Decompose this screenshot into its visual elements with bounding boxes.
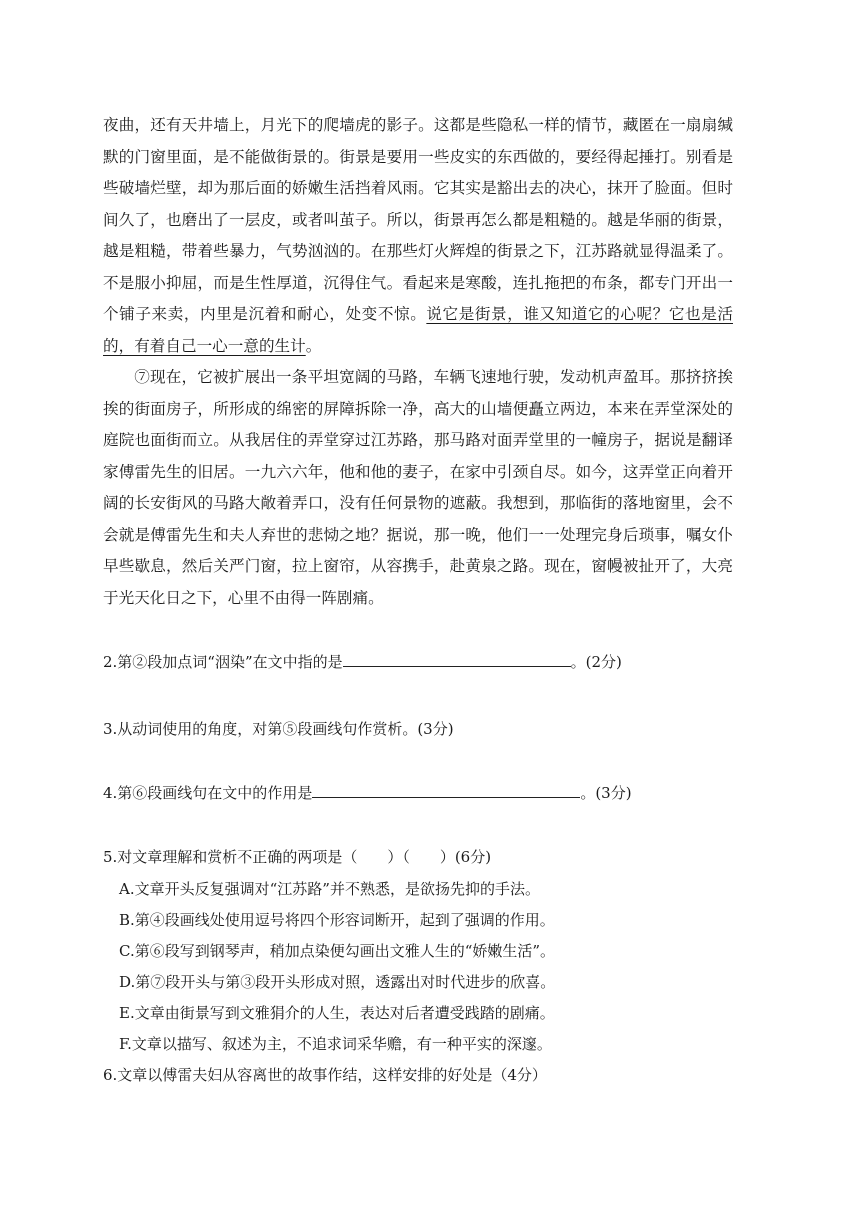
- paragraph-6-end: 。: [305, 336, 322, 355]
- underlined-sentence: 说它是街景，谁又知道它的心呢？它也是活的，有着自己一心一意的生计: [103, 305, 733, 355]
- answer-blank-q2[interactable]: [343, 652, 571, 667]
- question-5: 5.对文章理解和赏析不正确的两项是（ ）（ ）(6分): [103, 848, 492, 866]
- option-c: C.第⑥段写到钢琴声，稍加点染便勾画出文雅人生的“娇嫩生活”。: [119, 942, 556, 960]
- question-2-points: 。(2分): [570, 653, 622, 671]
- passage-paragraph-6: [103, 110, 733, 362]
- paragraph-6-text: 夜曲，还有天井墙上，月光下的爬墙虎的影子。这都是些隐私一样的情节，藏匿在一扇扇缄默的门窗里面，是不能做街景的。街景是要用一些皮实的东西做的，要经得起捶打。别看是些破墙烂壁，却为那后面的娇嫩生活挡着风雨。它其实是豁出去的决心，抹开了脸面。但时间久了，也磨出了一层皮，或者叫茧子。所以，街景再怎么都是粗糙的。越是华丽的街景，越是粗糙，带着些暴力，气势汹汹的。在那些灯火辉煌的街景之下，江苏路就显得温柔了。不是服小抑屈，而是生性厚道，沉得住气。看起来是寒酸，连扎拖把的布条，都专门开出一个铺子来卖，内里是沉着和耐心，处变不惊。: [103, 116, 733, 323]
- question-4-text: 4.第⑥段画线句在文中的作用是: [103, 784, 313, 802]
- question-3: 3.从动词使用的角度，对第⑤段画线句作赏析。(3分): [103, 720, 454, 738]
- passage-paragraph-7: ⑦现在，它被扩展出一条平坦宽阔的马路，车辆飞速地行驶，发动机声盈耳。那挤挤挨挨的街面房子，所形成的绵密的屏障拆除一净，高大的山墙便矗立两边，本来在弄堂深处的庭院也面街而立。从我居住的弄堂穿过江苏路，那马路对面弄堂里的一幢房子，据说是翻译家傅雷先生的旧居。一九六六年，他和他的妻子，在家中引颈自尽。如今，这弄堂正向着开阔的长安街风的马路大敞着弄口，没有任何景物的遮蔽。我想到，那临街的落地窗里，会不会就是傅雷先生和夫人弃世的悲恸之地？据说，那一晚，他们一一处理完身后琐事，嘱女仆早些歇息，然后关严门窗，拉上窗帘，从容携手，赴黄泉之路。现在，窗幔被扯开了，大亮于光天化日之下，心里不由得一阵剧痛。: [103, 368, 733, 607]
- option-a: A.文章开头反复强调对“江苏路”并不熟悉，是欲扬先抑的手法。: [119, 880, 540, 898]
- option-b: B.第④段画线处使用逗号将四个形容词断开，起到了强调的作用。: [119, 911, 555, 929]
- question-6: 6.文章以傅雷夫妇从容离世的故事作结，这样安排的好处是（4分）: [103, 1066, 547, 1084]
- question-2: [103, 651, 753, 673]
- question-4-points: 。(3分): [580, 784, 632, 802]
- option-e: E.文章由街景写到文雅狷介的人生，表达对后者遭受践踏的剧痛。: [119, 1004, 555, 1022]
- answer-blank-q4[interactable]: [312, 783, 580, 798]
- option-f: F.文章以描写、叙述为主，不追求词采华赡，有一种平实的深邃。: [119, 1035, 552, 1053]
- question-2-text: 2.第②段加点词“洇染”在文中指的是: [103, 653, 343, 671]
- option-d: D.第⑦段开头与第③段开头形成对照，透露出对时代进步的欣喜。: [119, 973, 556, 991]
- question-4: [103, 782, 753, 804]
